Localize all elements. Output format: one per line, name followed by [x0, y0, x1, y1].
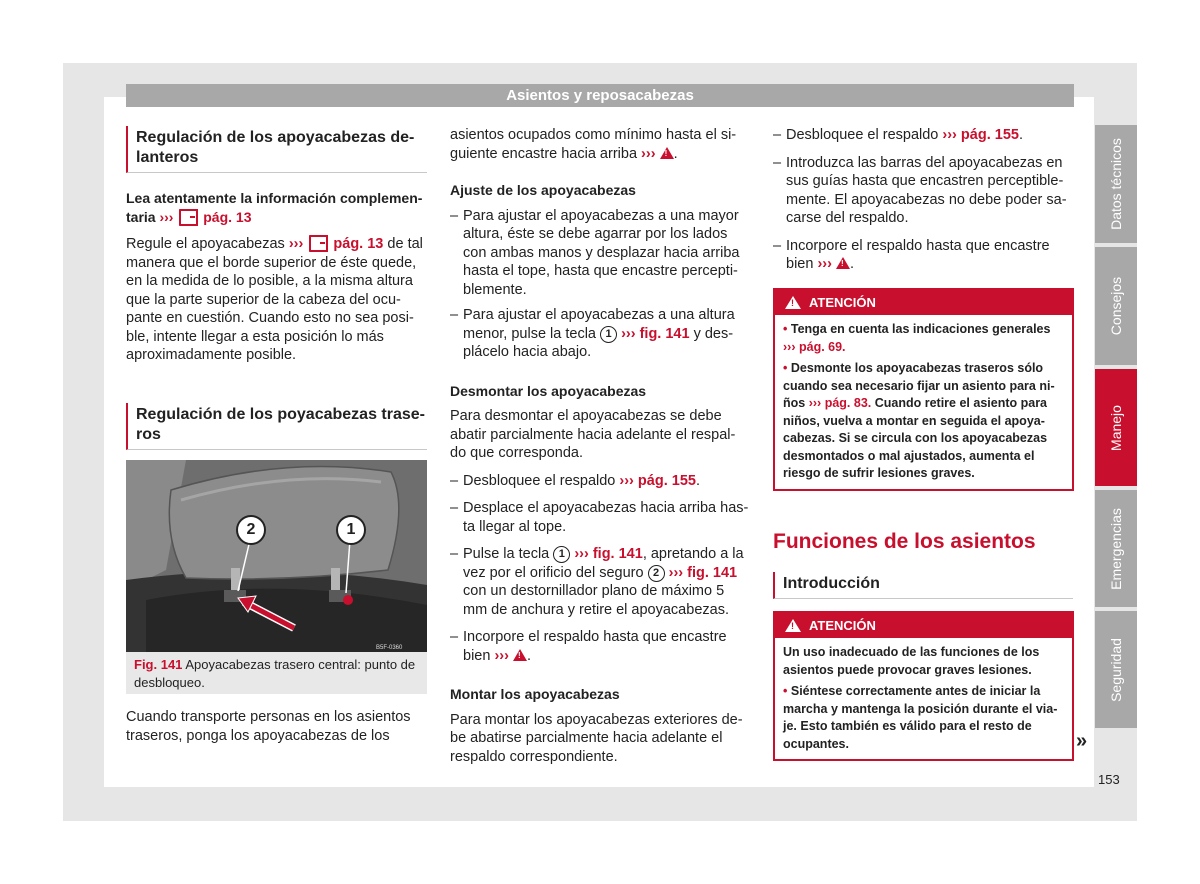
key-1-icon: 1: [553, 546, 570, 563]
column-right: [773, 126, 1073, 274]
ref-link[interactable]: pág. 83.: [824, 396, 872, 410]
figure-caption: Fig. 141 Apoyacabezas trasero central: punto de desbloqueo.: [126, 652, 427, 694]
warning-icon: [660, 147, 674, 159]
tab-manejo[interactable]: Manejo: [1095, 369, 1137, 486]
warning-box-body: • Tenga en cuenta las indicaciones generales ››› pág. 69. • Desmonte los apoyacabezas traseros sólo cuando sea necesario fijar un asiento para ni-ños ››› pág. 83. Cuando retire el asiento para niños, vuelva a montar en seguida el apoya-cabezas. Si se circula con los apoyacabezas desmontados o mal ajustados, aumenta el riesgo de sufrir lesiones graves.: [783, 322, 1055, 480]
figure-code: B5F-0360: [376, 645, 403, 651]
para-rear-passengers: Cuando transporte personas en los asientos traseros, ponga los apoyacabezas de los: [126, 709, 411, 744]
ref-link[interactable]: pág. 69.: [798, 339, 846, 354]
warning-icon: [785, 619, 801, 632]
para-montar: Para montar los apoyacabezas exteriores de-be abatirse parcialmente hacia adelante el respaldo correspondiente.: [450, 711, 743, 765]
list-item: – Desplace el apoyacabezas hacia arriba has-ta llegar al tope.: [450, 500, 749, 535]
list-item: – Incorpore el respaldo hasta que encastre bien ››› ! .: [450, 628, 750, 665]
figure-callout-2: 2: [236, 515, 266, 545]
column-middle: [450, 126, 750, 766]
warning-box-body: Un uso inadecuado de las funciones de los asientos puede provocar graves lesiones. • Siéntese correctamente antes de iniciar la marcha y mantenga la posición durante el via-je. Esto también es válido para el resto de ocupantes.: [783, 645, 1058, 751]
figure-headrest: [126, 460, 427, 652]
tab-emergencias[interactable]: Emergencias: [1095, 490, 1137, 607]
headrest-illustration: [126, 460, 427, 652]
para-desmontar: Para desmontar el apoyacabezas se debe abatir parcialmente hacia adelante el respal-do que corresponda.: [450, 408, 736, 461]
warning-box-1: [773, 288, 1074, 491]
heading-ajuste: Ajuste de los apoyacabezas: [450, 182, 636, 198]
list-item: – Desbloquee el respaldo ››› pág. 155.: [450, 472, 700, 489]
tab-datos-tecnicos[interactable]: Datos técnicos: [1095, 125, 1137, 243]
para-continued: asientos ocupados como mínimo hasta el si-guiente encastre hacia arriba ››› ! .: [450, 126, 750, 163]
warning-box-2: [773, 611, 1074, 761]
list-item: – Para ajustar el apoyacabezas a una altura menor, pulse la tecla 1 ››› fig. 141 y des-plácelo hacia abajo.: [450, 307, 735, 360]
section-title-introduccion: Introducción: [773, 572, 1073, 599]
continue-mark: »: [1076, 730, 1088, 752]
heading-montar: Montar los apoyacabezas: [450, 686, 620, 702]
key-2-icon: 2: [648, 565, 665, 582]
warning-icon: [785, 296, 801, 309]
heading-desmontar: Desmontar los apoyacabezas: [450, 382, 647, 399]
tab-consejos[interactable]: Consejos: [1095, 247, 1137, 365]
section-title-front: Regulación de los apoyacabezas de-lanteros: [126, 126, 427, 173]
figure-callout-1: 1: [336, 515, 366, 545]
intro-note: Lea atentamente la información complemen-taria ››› pág. 13: [126, 190, 423, 225]
chapter-header: Asientos y reposacabezas: [126, 84, 1074, 107]
warning-box-header: !ATENCIÓN: [775, 613, 1072, 638]
ref-link[interactable]: fig. 141: [687, 564, 738, 581]
warning-box-header: !ATENCIÓN: [775, 290, 1072, 315]
ref-link[interactable]: fig. 141: [592, 546, 643, 562]
ref-link[interactable]: pág. 13: [333, 236, 384, 252]
list-item: – Introduzca las barras del apoyacabezas en sus guías hasta que encastren perceptible-mente. El apoyacabezas no debe poder sa-carse del respaldo.: [773, 154, 1067, 226]
column-left: [126, 126, 427, 450]
tab-seguridad[interactable]: Seguridad: [1095, 611, 1137, 728]
ref-link[interactable]: pág. 155: [960, 127, 1019, 143]
book-icon: [177, 208, 199, 224]
para-front-adjust: Regule el apoyacabezas ››› pág. 13 de tal manera que el borde superior de éste quede, en la medida de lo posible, a la misma altura que la parte superior de la cabeza del ocu-pante en cuestión. Cuando esto no sea posi-ble, intente llegar a esta posición lo más aproximadamente posible.: [126, 236, 423, 363]
list-item: – Pulse la tecla 1 ››› fig. 141, apretando a la vez por el orificio del seguro 2 ››› fig. 141 con un destornillador plano de máximo 5 mm de anchura y retire el apoyacabezas.: [450, 546, 744, 618]
list-item: – Para ajustar el apoyacabezas a una mayor altura, éste se debe agarrar por los lados con ambas manos y desplazar hacia arriba hasta el tope, hasta que encastre percepti-blemente.: [450, 207, 740, 298]
warning-icon: [836, 257, 850, 269]
warning-icon: [513, 649, 527, 661]
ref-link[interactable]: pág. 155: [637, 472, 696, 489]
list-item: – Incorpore el respaldo hasta que encastre bien ››› ! .: [773, 237, 1073, 274]
list-item: – Desbloquee el respaldo ››› pág. 155.: [773, 127, 1023, 143]
page-number: 153: [1098, 772, 1120, 787]
ref-link[interactable]: pág. 13: [203, 208, 252, 225]
section-title-funciones: Funciones de los asientos: [773, 530, 1036, 553]
key-1-icon: 1: [600, 326, 617, 343]
section-title-rear: Regulación de los poyacabezas trase-ros: [126, 403, 427, 450]
ref-link[interactable]: fig. 141: [639, 325, 690, 342]
book-icon: [307, 234, 329, 250]
